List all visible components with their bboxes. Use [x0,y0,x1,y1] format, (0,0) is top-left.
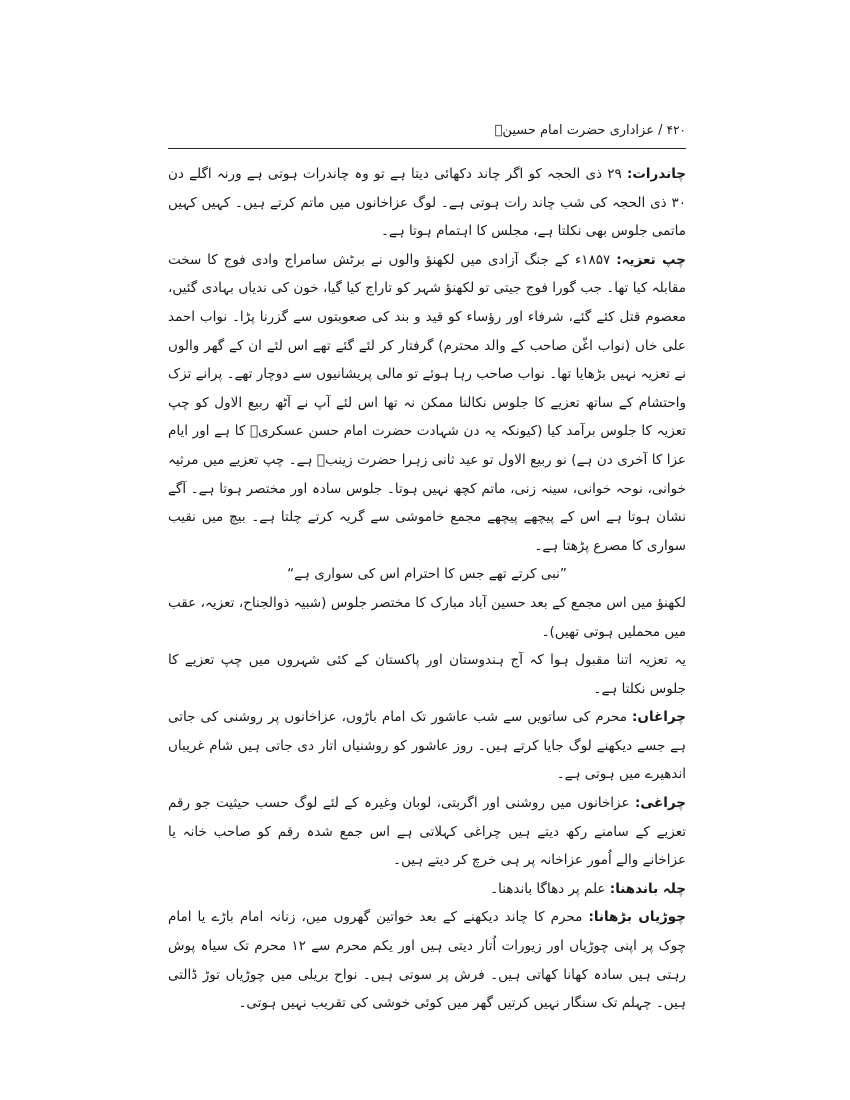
entry-term: چوڑیاں بڑھانا: [588,909,686,926]
entry-text: ۱۸۵۷ء کے جنگ آزادی میں لکھنؤ والوں نے برٹش سامراج وادی فوج کا سخت مقابلہ کیا تھا۔ جب گورا فوج جیتی تو لکھنؤ شہر کو تاراج کیا گیا، خون کی ندیاں بہادی گئیں، معصوم قتل کئے گئے، شرفاء اور رؤساء کو قید و بند کی صعوبتوں سے گزرنا پڑا۔ نواب احمد علی خاں (نواب اغّن صاحب کے والد محترم) گرفتار کر لئے گئے تھے اس لئے ان کے گھر والوں نے تعزیہ نہیں بڑھایا تھا۔ نواب صاحب رہا ہوئے تو مالی پریشانیوں سے دوچار تھے۔ پرانے تزک واحتشام کے ساتھ تعزیے کا جلوس نکالنا ممکن نہ تھا اس لئے آپ نے آٹھ ربیع الاول کو چپ تعزیہ کا جلوس برآمد کیا (کیونکہ یہ دن شہادت حضرت امام حسن عسکریؑ کا ہے اور ایام عزا کا آخری دن ہے) نو ربیع الاول تو عید ثانی زہرا حضرت زینبؑ ہے۔ چپ تعزیے میں مرثیہ خوانی، نوحہ خوانی، سینہ زنی، ماتم کچھ نہیں ہوتا۔ جلوس سادہ اور مختصر ہوتا ہے۔ آگے نشان ہوتا ہے اس کے پیچھے پیچھے مجمع خاموشی سے گریہ کرتے چلتا ہے۔ بیچ میں نقیب سواری کا مصرع پڑھتا ہے۔ [168,251,686,554]
running-header [168,118,686,142]
entry-chiraghi [168,789,686,875]
entry-chooriyan-barhana [168,903,686,1017]
paragraph-tazia-popularity: یہ تعزیہ اتنا مقبول ہوا کہ آج ہندوستان اور پاکستان کے کئی شہروں میں چپ تعزیے کا جلوس نکلتا ہے۔ [168,652,686,697]
entry-text: محرم کا چاند دیکھنے کے بعد خواتین گھروں میں، زنانہ امام باڑے یا امام چوک پر اپنی چوڑیاں اور زیورات اُتار دیتی ہیں اور یکم محرم سے ۱۲ محرم تک سیاہ پوش رہتی ہیں سادہ کھانا کھاتی ہیں۔ فرش پر سوتی ہیں۔ نواح بریلی میں چوڑیاں توڑ ڈالتی ہیں۔ چہلم تک سنگار نہیں کرتیں گھر میں کوئی خوشی کی تقریب نہیں ہوتی۔ [168,909,686,1012]
header-rule [168,148,686,149]
entry-chup-tazia [168,246,686,561]
entry-term: چلہ باندھنا: [609,880,686,897]
entry-term: چراغاں: [632,709,686,726]
entry-text: عزاخانوں میں روشنی اور اگربتی، لوبان وغیرہ کے لئے لوگ حسب حیثیت جو رقم تعزیے کے سامنے رکھ دیتے ہیں چراغی کہلاتی ہے اس جمع شدہ رقم کو صاحب خانہ یا عزاخانے والے اُمور عزاخانہ پر ہی خرچ کر دیتے ہیں۔ [168,795,686,869]
entry-chand-raat [168,160,686,246]
paragraph-after-quote: لکھنؤ میں اس مجمع کے بعد حسین آباد مبارک کا مختصر جلوس (شبیہ ذوالجناح، تعزیہ، عقب میں محملیں ہوتی تھیں)۔ [168,594,686,640]
verse-quote: ”نبی کرتے تھے جس کا احترام اس کی سواری ہے“ [287,566,567,583]
book-title: عزاداری حضرت امام حسینؑ [494,123,654,138]
entry-text: علم پر دھاگا باندھنا۔ [490,880,610,897]
header-separator: / [658,123,663,138]
glossary-body [168,160,686,1018]
entry-term: چراغی: [634,795,686,812]
entry-term: چپ تعزیہ: [616,251,687,268]
entry-chiraghan [168,703,686,789]
entry-chilla-bandhna [168,875,686,904]
entry-text: ۲۹ ذی الحجہ کو اگر چاند دکھائی دیتا ہے تو وہ چاندرات ہوتی ہے ورنہ اگلے دن ۳۰ ذی الحجہ کی شب چاند رات ہوتی ہے۔ لوگ عزاخانوں میں ماتم کرتے ہیں۔ کہیں کہیں ماتمی جلوس بھی نکلتا ہے، مجلس کا اہتمام ہوتا ہے۔ [168,166,686,240]
page-number: ۴۲۰ [666,123,686,137]
entry-term: چاندرات: [626,166,686,182]
entry-text: محرم کی ساتویں سے شب عاشور تک امام باڑوں، عزاخانوں پر روشنی کی جاتی ہے جسے دیکھنے لوگ جایا کرتے ہیں۔ روز عاشور کو روشنیاں اتار دی جاتی ہیں شام غریباں اندھیرے میں ہوتی ہے۔ [168,709,686,783]
